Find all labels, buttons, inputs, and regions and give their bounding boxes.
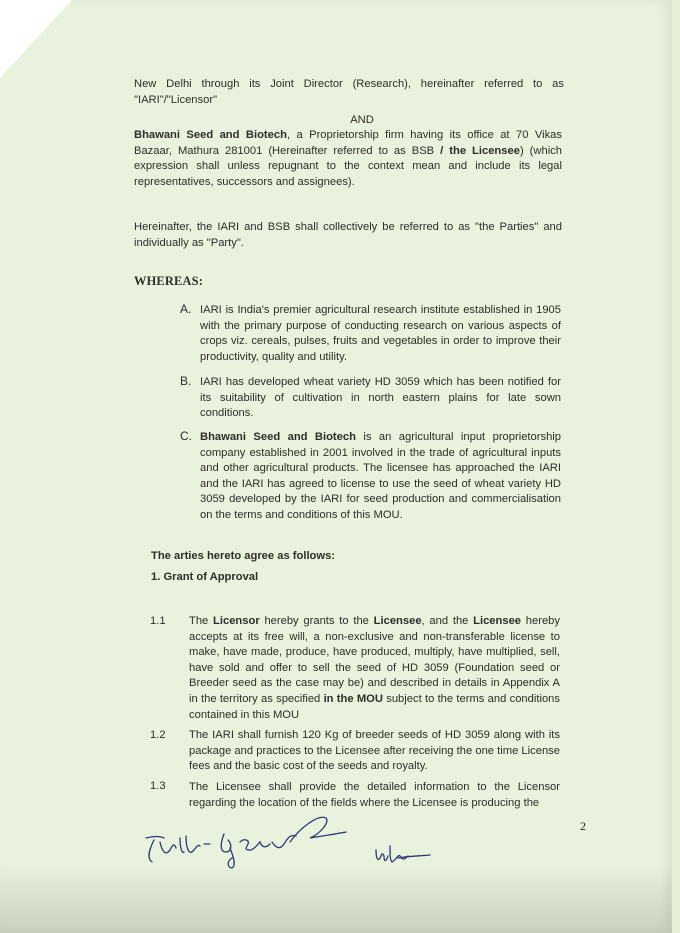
clause-number: 1.1 bbox=[150, 615, 166, 627]
scan-shadow bbox=[0, 863, 672, 933]
section-1-heading: 1. Grant of Approval bbox=[151, 571, 259, 583]
whereas-letter: C. bbox=[180, 429, 192, 443]
whereas-item: IARI has developed wheat variety HD 3059 which has been notified for its suitability of cultivation in north eastern plains for late sown conditions. bbox=[200, 376, 561, 420]
whereas-letter: A. bbox=[180, 302, 192, 316]
intro-paragraph-end: New Delhi through its Joint Director (Research), hereinafter referred to as "IARI"/"Licensor" bbox=[134, 78, 564, 106]
agreement-heading: The arties hereto agree as follows: bbox=[151, 550, 336, 562]
clause-1-3-text: The Licensee shall provide the detailed information to the Licensor regarding the location of the fields where the Licensee is producing the bbox=[189, 781, 560, 809]
clause-1-2-text: The IARI shall furnish 120 Kg of breeder seeds of HD 3059 along with its package and practices to the Licensee after receiving the one time License fees and the basic cost of the seeds and royalty. bbox=[189, 729, 560, 773]
whereas-letter: B. bbox=[180, 374, 192, 388]
parties-definition-paragraph: Hereinafter, the IARI and BSB shall collectively be referred to as "the Parties" and individually as "Party". bbox=[134, 221, 562, 249]
whereas-item: Bhawani Seed and Biotech is an agricultural input proprietorship company established in 2001 involved in the trade of agricultural inputs and other agricultural products. The licensee has approached the IARI and the IARI has agreed to license to use the seed of wheat variety HD 3059 developed by the IARI for seed production and commercialisation on the terms and conditions of this MOU. bbox=[200, 431, 562, 521]
second-party-paragraph: Bhawani Seed and Biotech, a Proprietorship firm having its office at 70 Vikas Bazaar, Mathura 281001 (Hereinafter referred to as BSB / the Licensee) (which expression shall unless repugnant to the context mean and include its legal representatives, successors and assignees). bbox=[134, 129, 562, 188]
clause-number: 1.3 bbox=[150, 780, 166, 792]
whereas-item: IARI is India's premier agricultural research institute established in 1905 with the primary purpose of conducting research on various aspects of crops viz. cereals, pulses, fruits and vegetables in order to improve their productivity, quality and utility. bbox=[200, 304, 561, 363]
signature-left bbox=[140, 808, 350, 870]
whereas-heading: WHEREAS: bbox=[134, 274, 204, 288]
clause-number: 1.2 bbox=[150, 729, 166, 741]
and-separator: AND bbox=[350, 114, 374, 126]
page-number: 2 bbox=[580, 819, 586, 833]
clause-1-1-text: The Licensor hereby grants to the Licensee, and the Licensee hereby accepts at its free will, a non-exclusive and non-transferable license to make, have made, produce, have produced, multiply, have multiplied, sell, have sold and offer to sell the seed of HD 3059 (Foundation seed or Breeder seed as the case may be) and described in details in Appendix A in the territory as specified in the MOU subject to the terms and conditions contained in this MOU bbox=[189, 615, 560, 721]
folded-corner bbox=[0, 0, 72, 78]
